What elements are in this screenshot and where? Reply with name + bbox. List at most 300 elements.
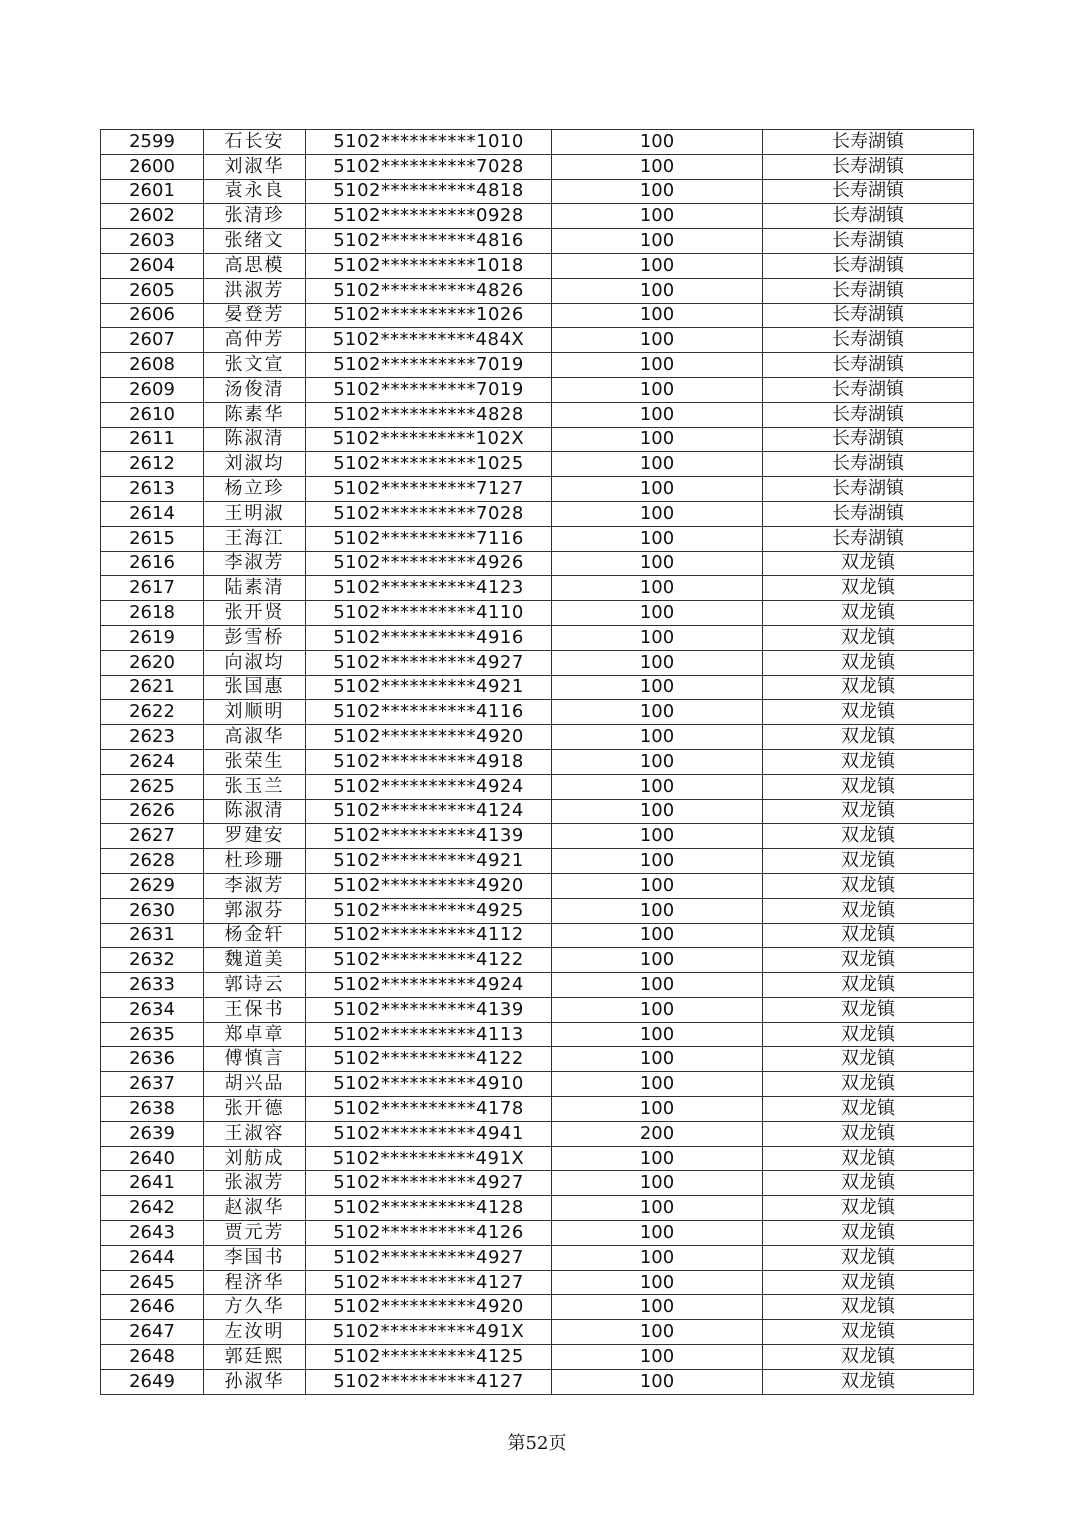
- town-cell: 双龙镇: [763, 576, 974, 601]
- id-number-cell: 5102**********4828: [306, 402, 552, 427]
- table-row: [101, 402, 974, 427]
- id-number-cell: 5102**********4924: [306, 774, 552, 799]
- town-cell: 双龙镇: [763, 948, 974, 973]
- table-row: [101, 725, 974, 750]
- name-cell: 郭诗云: [204, 973, 306, 998]
- row-number-cell: 2648: [101, 1345, 204, 1370]
- amount-cell: 100: [552, 1221, 763, 1246]
- amount-cell: 100: [552, 1196, 763, 1221]
- id-number-cell: 5102**********1018: [306, 253, 552, 278]
- row-number-cell: 2604: [101, 253, 204, 278]
- amount-cell: 100: [552, 576, 763, 601]
- amount-cell: 100: [552, 725, 763, 750]
- id-number-cell: 5102**********4921: [306, 849, 552, 874]
- table-row: [101, 427, 974, 452]
- row-number-cell: 2634: [101, 997, 204, 1022]
- table-row: [101, 179, 974, 204]
- row-number-cell: 2612: [101, 452, 204, 477]
- row-number-cell: 2645: [101, 1270, 204, 1295]
- name-cell: 陈素华: [204, 402, 306, 427]
- row-number-cell: 2613: [101, 477, 204, 502]
- row-number-cell: 2639: [101, 1121, 204, 1146]
- name-cell: 高淑华: [204, 725, 306, 750]
- town-cell: 双龙镇: [763, 1072, 974, 1097]
- amount-cell: 100: [552, 377, 763, 402]
- name-cell: 刘舫成: [204, 1146, 306, 1171]
- name-cell: 袁永良: [204, 179, 306, 204]
- amount-cell: 100: [552, 923, 763, 948]
- name-cell: 张开德: [204, 1097, 306, 1122]
- name-cell: 高仲芳: [204, 328, 306, 353]
- amount-cell: 100: [552, 353, 763, 378]
- amount-cell: 100: [552, 253, 763, 278]
- row-number-cell: 2649: [101, 1369, 204, 1394]
- name-cell: 郭廷熙: [204, 1345, 306, 1370]
- id-number-cell: 5102**********4113: [306, 1022, 552, 1047]
- name-cell: 石长安: [204, 130, 306, 155]
- table-row: [101, 1196, 974, 1221]
- town-cell: 长寿湖镇: [763, 154, 974, 179]
- row-number-cell: 2638: [101, 1097, 204, 1122]
- table-row: [101, 849, 974, 874]
- amount-cell: 100: [552, 427, 763, 452]
- name-cell: 杜珍珊: [204, 849, 306, 874]
- amount-cell: 100: [552, 973, 763, 998]
- id-number-cell: 5102**********4920: [306, 1295, 552, 1320]
- amount-cell: 100: [552, 1022, 763, 1047]
- row-number-cell: 2610: [101, 402, 204, 427]
- town-cell: 长寿湖镇: [763, 377, 974, 402]
- table-row: [101, 1121, 974, 1146]
- row-number-cell: 2600: [101, 154, 204, 179]
- town-cell: 双龙镇: [763, 973, 974, 998]
- name-cell: 刘淑华: [204, 154, 306, 179]
- table-row: [101, 625, 974, 650]
- table-row: [101, 452, 974, 477]
- amount-cell: 100: [552, 625, 763, 650]
- table-row: [101, 303, 974, 328]
- amount-cell: 100: [552, 551, 763, 576]
- name-cell: 向淑均: [204, 650, 306, 675]
- table-row: [101, 799, 974, 824]
- id-number-cell: 5102**********4818: [306, 179, 552, 204]
- row-number-cell: 2615: [101, 526, 204, 551]
- town-cell: 双龙镇: [763, 1171, 974, 1196]
- amount-cell: 200: [552, 1121, 763, 1146]
- table-row: [101, 204, 974, 229]
- town-cell: 长寿湖镇: [763, 452, 974, 477]
- name-cell: 郭淑芬: [204, 898, 306, 923]
- town-cell: 双龙镇: [763, 1270, 974, 1295]
- town-cell: 长寿湖镇: [763, 253, 974, 278]
- row-number-cell: 2643: [101, 1221, 204, 1246]
- amount-cell: 100: [552, 130, 763, 155]
- amount-cell: 100: [552, 799, 763, 824]
- table-row: [101, 1245, 974, 1270]
- table-row: [101, 997, 974, 1022]
- amount-cell: 100: [552, 1295, 763, 1320]
- amount-cell: 100: [552, 1072, 763, 1097]
- roster-table-body: [101, 130, 974, 1395]
- town-cell: 双龙镇: [763, 1121, 974, 1146]
- town-cell: 长寿湖镇: [763, 278, 974, 303]
- amount-cell: 100: [552, 328, 763, 353]
- id-number-cell: 5102**********491X: [306, 1320, 552, 1345]
- id-number-cell: 5102**********1025: [306, 452, 552, 477]
- amount-cell: 100: [552, 1245, 763, 1270]
- table-row: [101, 923, 974, 948]
- table-row: [101, 229, 974, 254]
- town-cell: 双龙镇: [763, 1097, 974, 1122]
- id-number-cell: 5102**********102X: [306, 427, 552, 452]
- id-number-cell: 5102**********4916: [306, 625, 552, 650]
- id-number-cell: 5102**********4126: [306, 1221, 552, 1246]
- row-number-cell: 2614: [101, 501, 204, 526]
- row-number-cell: 2623: [101, 725, 204, 750]
- name-cell: 左汝明: [204, 1320, 306, 1345]
- town-cell: 双龙镇: [763, 1022, 974, 1047]
- table-row: [101, 873, 974, 898]
- name-cell: 程济华: [204, 1270, 306, 1295]
- row-number-cell: 2628: [101, 849, 204, 874]
- amount-cell: 100: [552, 774, 763, 799]
- name-cell: 赵淑华: [204, 1196, 306, 1221]
- name-cell: 王海江: [204, 526, 306, 551]
- town-cell: 长寿湖镇: [763, 353, 974, 378]
- table-row: [101, 576, 974, 601]
- id-number-cell: 5102**********4122: [306, 948, 552, 973]
- table-row: [101, 675, 974, 700]
- town-cell: 长寿湖镇: [763, 179, 974, 204]
- id-number-cell: 5102**********0928: [306, 204, 552, 229]
- town-cell: 长寿湖镇: [763, 501, 974, 526]
- id-number-cell: 5102**********7127: [306, 477, 552, 502]
- amount-cell: 100: [552, 501, 763, 526]
- table-row: [101, 1320, 974, 1345]
- amount-cell: 100: [552, 1369, 763, 1394]
- id-number-cell: 5102**********4128: [306, 1196, 552, 1221]
- id-number-cell: 5102**********4116: [306, 700, 552, 725]
- row-number-cell: 2618: [101, 601, 204, 626]
- table-row: [101, 501, 974, 526]
- id-number-cell: 5102**********4918: [306, 749, 552, 774]
- id-number-cell: 5102**********4816: [306, 229, 552, 254]
- id-number-cell: 5102**********4124: [306, 799, 552, 824]
- amount-cell: 100: [552, 204, 763, 229]
- amount-cell: 100: [552, 526, 763, 551]
- town-cell: 双龙镇: [763, 997, 974, 1022]
- table-row: [101, 749, 974, 774]
- town-cell: 双龙镇: [763, 1245, 974, 1270]
- row-number-cell: 2640: [101, 1146, 204, 1171]
- row-number-cell: 2641: [101, 1171, 204, 1196]
- town-cell: 双龙镇: [763, 725, 974, 750]
- row-number-cell: 2630: [101, 898, 204, 923]
- table-row: [101, 1369, 974, 1394]
- id-number-cell: 5102**********4924: [306, 973, 552, 998]
- town-cell: 双龙镇: [763, 873, 974, 898]
- row-number-cell: 2626: [101, 799, 204, 824]
- table-row: [101, 650, 974, 675]
- name-cell: 张玉兰: [204, 774, 306, 799]
- town-cell: 双龙镇: [763, 700, 974, 725]
- name-cell: 刘淑均: [204, 452, 306, 477]
- row-number-cell: 2622: [101, 700, 204, 725]
- name-cell: 郑卓章: [204, 1022, 306, 1047]
- table-row: [101, 278, 974, 303]
- name-cell: 陈淑清: [204, 799, 306, 824]
- table-row: [101, 1270, 974, 1295]
- amount-cell: 100: [552, 477, 763, 502]
- id-number-cell: 5102**********4122: [306, 1047, 552, 1072]
- town-cell: 双龙镇: [763, 898, 974, 923]
- name-cell: 李淑芳: [204, 873, 306, 898]
- row-number-cell: 2636: [101, 1047, 204, 1072]
- row-number-cell: 2601: [101, 179, 204, 204]
- name-cell: 王淑容: [204, 1121, 306, 1146]
- id-number-cell: 5102**********7019: [306, 353, 552, 378]
- name-cell: 晏登芳: [204, 303, 306, 328]
- amount-cell: 100: [552, 229, 763, 254]
- town-cell: 双龙镇: [763, 1345, 974, 1370]
- name-cell: 张清珍: [204, 204, 306, 229]
- id-number-cell: 5102**********4941: [306, 1121, 552, 1146]
- name-cell: 高思模: [204, 253, 306, 278]
- amount-cell: 100: [552, 1270, 763, 1295]
- row-number-cell: 2625: [101, 774, 204, 799]
- town-cell: 双龙镇: [763, 774, 974, 799]
- table-row: [101, 551, 974, 576]
- amount-cell: 100: [552, 154, 763, 179]
- name-cell: 罗建安: [204, 824, 306, 849]
- id-number-cell: 5102**********4927: [306, 650, 552, 675]
- name-cell: 张国惠: [204, 675, 306, 700]
- name-cell: 王保书: [204, 997, 306, 1022]
- id-number-cell: 5102**********4826: [306, 278, 552, 303]
- row-number-cell: 2607: [101, 328, 204, 353]
- id-number-cell: 5102**********7019: [306, 377, 552, 402]
- town-cell: 双龙镇: [763, 1196, 974, 1221]
- town-cell: 长寿湖镇: [763, 526, 974, 551]
- town-cell: 双龙镇: [763, 551, 974, 576]
- table-row: [101, 1072, 974, 1097]
- town-cell: 长寿湖镇: [763, 204, 974, 229]
- town-cell: 长寿湖镇: [763, 229, 974, 254]
- name-cell: 傅慎言: [204, 1047, 306, 1072]
- name-cell: 胡兴品: [204, 1072, 306, 1097]
- town-cell: 双龙镇: [763, 1146, 974, 1171]
- amount-cell: 100: [552, 997, 763, 1022]
- row-number-cell: 2624: [101, 749, 204, 774]
- amount-cell: 100: [552, 849, 763, 874]
- name-cell: 陆素清: [204, 576, 306, 601]
- amount-cell: 100: [552, 452, 763, 477]
- amount-cell: 100: [552, 948, 763, 973]
- row-number-cell: 2627: [101, 824, 204, 849]
- town-cell: 长寿湖镇: [763, 130, 974, 155]
- amount-cell: 100: [552, 1320, 763, 1345]
- name-cell: 杨立珍: [204, 477, 306, 502]
- table-row: [101, 948, 974, 973]
- id-number-cell: 5102**********4920: [306, 725, 552, 750]
- id-number-cell: 5102**********4925: [306, 898, 552, 923]
- row-number-cell: 2620: [101, 650, 204, 675]
- id-number-cell: 5102**********7116: [306, 526, 552, 551]
- town-cell: 双龙镇: [763, 675, 974, 700]
- row-number-cell: 2637: [101, 1072, 204, 1097]
- name-cell: 李国书: [204, 1245, 306, 1270]
- id-number-cell: 5102**********1026: [306, 303, 552, 328]
- name-cell: 李淑芳: [204, 551, 306, 576]
- table-row: [101, 700, 974, 725]
- amount-cell: 100: [552, 1146, 763, 1171]
- name-cell: 陈淑清: [204, 427, 306, 452]
- name-cell: 贾元芳: [204, 1221, 306, 1246]
- row-number-cell: 2605: [101, 278, 204, 303]
- table-row: [101, 1221, 974, 1246]
- amount-cell: 100: [552, 1171, 763, 1196]
- table-row: [101, 477, 974, 502]
- amount-cell: 100: [552, 601, 763, 626]
- id-number-cell: 5102**********4127: [306, 1270, 552, 1295]
- id-number-cell: 5102**********4920: [306, 873, 552, 898]
- amount-cell: 100: [552, 179, 763, 204]
- name-cell: 张文宣: [204, 353, 306, 378]
- name-cell: 彭雪桥: [204, 625, 306, 650]
- row-number-cell: 2599: [101, 130, 204, 155]
- amount-cell: 100: [552, 749, 763, 774]
- name-cell: 洪淑芳: [204, 278, 306, 303]
- town-cell: 双龙镇: [763, 1295, 974, 1320]
- name-cell: 刘顺明: [204, 700, 306, 725]
- id-number-cell: 5102**********4178: [306, 1097, 552, 1122]
- amount-cell: 100: [552, 898, 763, 923]
- page-number: 第52页: [507, 1433, 567, 1454]
- id-number-cell: 5102**********4139: [306, 997, 552, 1022]
- table-row: [101, 824, 974, 849]
- name-cell: 张开贤: [204, 601, 306, 626]
- row-number-cell: 2647: [101, 1320, 204, 1345]
- town-cell: 双龙镇: [763, 1047, 974, 1072]
- table-row: [101, 1171, 974, 1196]
- table-row: [101, 328, 974, 353]
- id-number-cell: 5102**********484X: [306, 328, 552, 353]
- amount-cell: 100: [552, 402, 763, 427]
- amount-cell: 100: [552, 873, 763, 898]
- town-cell: 长寿湖镇: [763, 427, 974, 452]
- table-row: [101, 973, 974, 998]
- id-number-cell: 5102**********1010: [306, 130, 552, 155]
- table-row: [101, 353, 974, 378]
- amount-cell: 100: [552, 675, 763, 700]
- amount-cell: 100: [552, 1097, 763, 1122]
- table-row: [101, 377, 974, 402]
- id-number-cell: 5102**********4921: [306, 675, 552, 700]
- amount-cell: 100: [552, 1345, 763, 1370]
- row-number-cell: 2603: [101, 229, 204, 254]
- id-number-cell: 5102**********4112: [306, 923, 552, 948]
- id-number-cell: 5102**********4926: [306, 551, 552, 576]
- name-cell: 魏道美: [204, 948, 306, 973]
- table-row: [101, 1345, 974, 1370]
- table-row: [101, 253, 974, 278]
- id-number-cell: 5102**********491X: [306, 1146, 552, 1171]
- town-cell: 双龙镇: [763, 625, 974, 650]
- table-row: [101, 1047, 974, 1072]
- name-cell: 张淑芳: [204, 1171, 306, 1196]
- town-cell: 双龙镇: [763, 1221, 974, 1246]
- roster-table: [100, 129, 974, 1395]
- name-cell: 王明淑: [204, 501, 306, 526]
- id-number-cell: 5102**********4910: [306, 1072, 552, 1097]
- id-number-cell: 5102**********7028: [306, 501, 552, 526]
- amount-cell: 100: [552, 650, 763, 675]
- row-number-cell: 2621: [101, 675, 204, 700]
- town-cell: 双龙镇: [763, 799, 974, 824]
- table-row: [101, 130, 974, 155]
- row-number-cell: 2606: [101, 303, 204, 328]
- id-number-cell: 5102**********4110: [306, 601, 552, 626]
- row-number-cell: 2602: [101, 204, 204, 229]
- id-number-cell: 5102**********4123: [306, 576, 552, 601]
- row-number-cell: 2646: [101, 1295, 204, 1320]
- town-cell: 双龙镇: [763, 1369, 974, 1394]
- amount-cell: 100: [552, 824, 763, 849]
- row-number-cell: 2635: [101, 1022, 204, 1047]
- row-number-cell: 2609: [101, 377, 204, 402]
- name-cell: 孙淑华: [204, 1369, 306, 1394]
- town-cell: 长寿湖镇: [763, 477, 974, 502]
- table-row: [101, 601, 974, 626]
- amount-cell: 100: [552, 700, 763, 725]
- table-row: [101, 154, 974, 179]
- town-cell: 长寿湖镇: [763, 402, 974, 427]
- row-number-cell: 2631: [101, 923, 204, 948]
- town-cell: 双龙镇: [763, 749, 974, 774]
- town-cell: 长寿湖镇: [763, 328, 974, 353]
- id-number-cell: 5102**********4927: [306, 1245, 552, 1270]
- name-cell: 杨金轩: [204, 923, 306, 948]
- town-cell: 双龙镇: [763, 601, 974, 626]
- town-cell: 双龙镇: [763, 849, 974, 874]
- id-number-cell: 5102**********4127: [306, 1369, 552, 1394]
- table-row: [101, 774, 974, 799]
- amount-cell: 100: [552, 303, 763, 328]
- town-cell: 双龙镇: [763, 923, 974, 948]
- row-number-cell: 2619: [101, 625, 204, 650]
- name-cell: 方久华: [204, 1295, 306, 1320]
- row-number-cell: 2611: [101, 427, 204, 452]
- row-number-cell: 2617: [101, 576, 204, 601]
- table-row: [101, 1022, 974, 1047]
- row-number-cell: 2632: [101, 948, 204, 973]
- row-number-cell: 2633: [101, 973, 204, 998]
- table-row: [101, 1146, 974, 1171]
- town-cell: 长寿湖镇: [763, 303, 974, 328]
- id-number-cell: 5102**********4139: [306, 824, 552, 849]
- id-number-cell: 5102**********4927: [306, 1171, 552, 1196]
- row-number-cell: 2642: [101, 1196, 204, 1221]
- amount-cell: 100: [552, 278, 763, 303]
- town-cell: 双龙镇: [763, 650, 974, 675]
- table-row: [101, 898, 974, 923]
- row-number-cell: 2608: [101, 353, 204, 378]
- table-row: [101, 1097, 974, 1122]
- amount-cell: 100: [552, 1047, 763, 1072]
- row-number-cell: 2616: [101, 551, 204, 576]
- name-cell: 张荣生: [204, 749, 306, 774]
- id-number-cell: 5102**********7028: [306, 154, 552, 179]
